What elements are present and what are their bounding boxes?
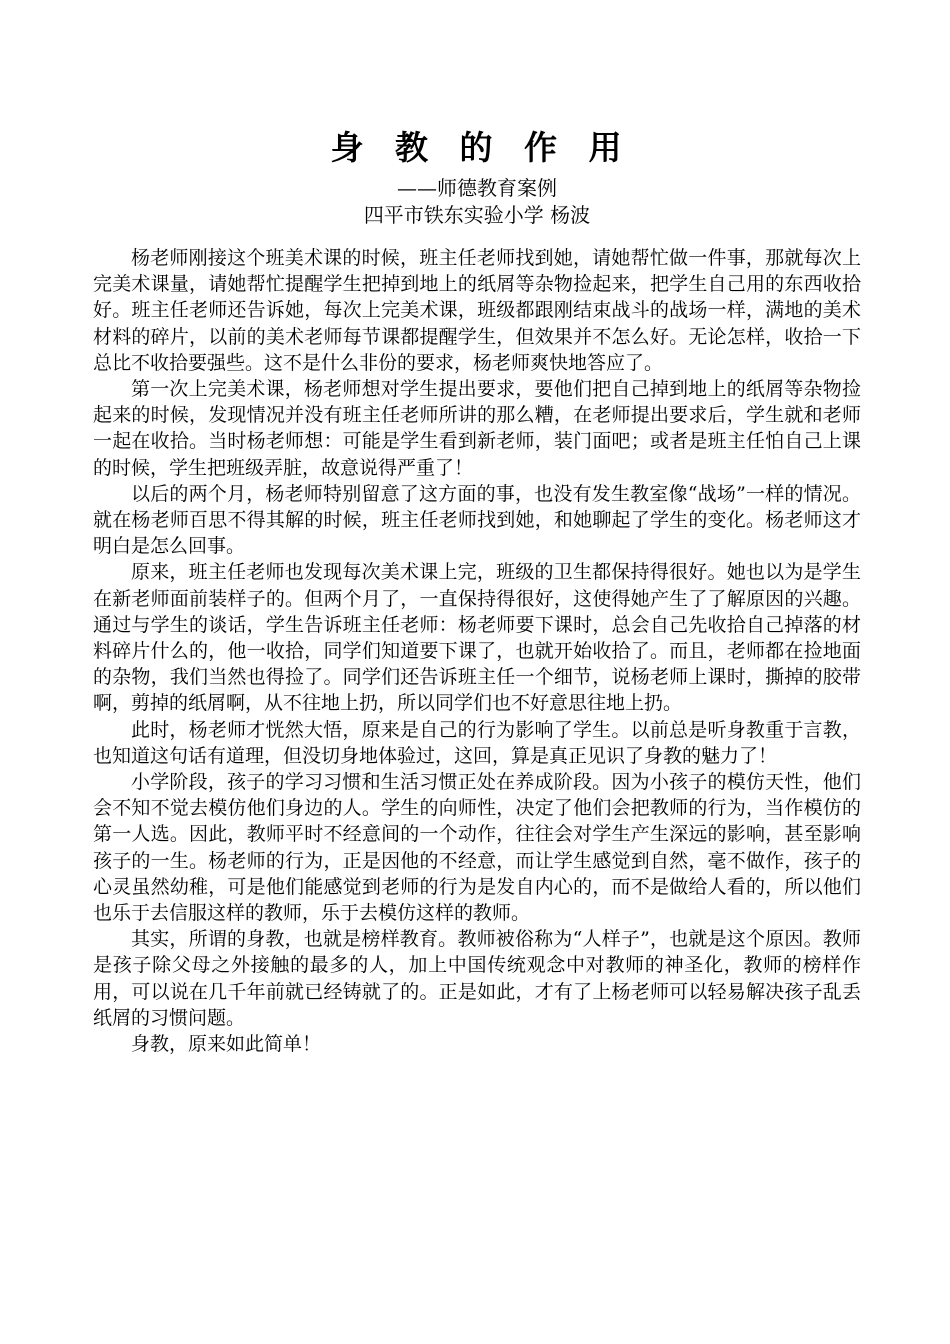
document-title: 身 教 的 作 用: [330, 128, 632, 167]
paragraph: 原来，班主任老师也发现每次美术课上完，班级的卫生都保持得很好。她也以为是学生在新老师面前装样子的。但两个月了，一直保持得很好，这使得她产生了了解原因的兴趣。通过与学生的谈话，学生告诉班主任老师：杨老师要下课时，总会自己先收拾自己掉落的材料碎片什么的，他一收拾，同学们知道要下课了，也就开始收拾了。而且，老师都在捡地面的杂物，我们当然也得捡了。同学们还告诉班主任一个细节，说杨老师上课时，撕掉的胶带啊，剪掉的纸屑啊，从不往地上扔，所以同学们也不好意思往地上扔。: [93, 561, 861, 715]
paragraph: 小学阶段，孩子的学习习惯和生活习惯正处在养成阶段。因为小孩子的模仿天性，他们会不知不觉去模仿他们身边的人。学生的向师性，决定了他们会把教师的行为，当作模仿的第一人选。因此，教师平时不经意间的一个动作，往往会对学生产生深远的影响，甚至影响孩子的一生。杨老师的行为，正是因他的不经意，而让学生感觉到自然，毫不做作，孩子的心灵虽然幼稚，可是他们能感觉到老师的行为是发自内心的，而不是做给人看的，所以他们也乐于去信服这样的教师，乐于去模仿这样的教师。: [93, 771, 861, 925]
paragraph: 此时，杨老师才恍然大悟，原来是自己的行为影响了学生。以前总是听身教重于言教，也知道这句话有道理，但没切身地体验过，这回，算是真正见识了身教的魅力了！: [93, 718, 861, 767]
document-author: 四平市铁东实验小学 杨波: [363, 203, 591, 227]
paragraph: 身教，原来如此简单！: [131, 1033, 322, 1056]
paragraph: 杨老师刚接这个班美术课的时候，班主任老师找到她，请她帮忙做一件事，那就每次上完美术课量，请她帮忙提醒学生把掉到地上的纸屑等杂物捡起来，把学生自己用的东西收拾好。班主任老师还告诉她，每次上完美术课，班级都跟刚结束战斗的战场一样，满地的美术材料的碎片，以前的美术老师每节课都提醒学生，但效果并不怎么好。无论怎样，收拾一下总比不收拾要强些。这不是什么非份的要求，杨老师爽快地答应了。: [93, 247, 861, 374]
document-subtitle: ——师德教育案例: [397, 176, 557, 200]
document-page: [93, 122, 861, 1057]
paragraph: 以后的两个月，杨老师特别留意了这方面的事，也没有发生教室像“战场”一样的情况。就在杨老师百思不得其解的时候，班主任老师找到她，和她聊起了学生的变化。杨老师这才明白是怎么回事。: [93, 482, 861, 558]
paragraph: 第一次上完美术课，杨老师想对学生提出要求，要他们把自己掉到地上的纸屑等杂物捡起来的时候，发现情况并没有班主任老师所讲的那么糟，在老师提出要求后，学生就和老师一起在收拾。当时杨老师想：可能是学生看到新老师，装门面吧；或者是班主任怕自己上课的时候，学生把班级弄脏，故意说得严重了！: [93, 378, 861, 479]
paragraph: 其实，所谓的身教，也就是榜样教育。教师被俗称为“人样子”，也就是这个原因。教师是孩子除父母之外接触的最多的人，加上中国传统观念中对教师的神圣化，教师的榜样作用，可以说在几千年前就已经铸就了的。正是如此，才有了上杨老师可以轻易解决孩子乱丢纸屑的习惯问题。: [93, 928, 861, 1029]
